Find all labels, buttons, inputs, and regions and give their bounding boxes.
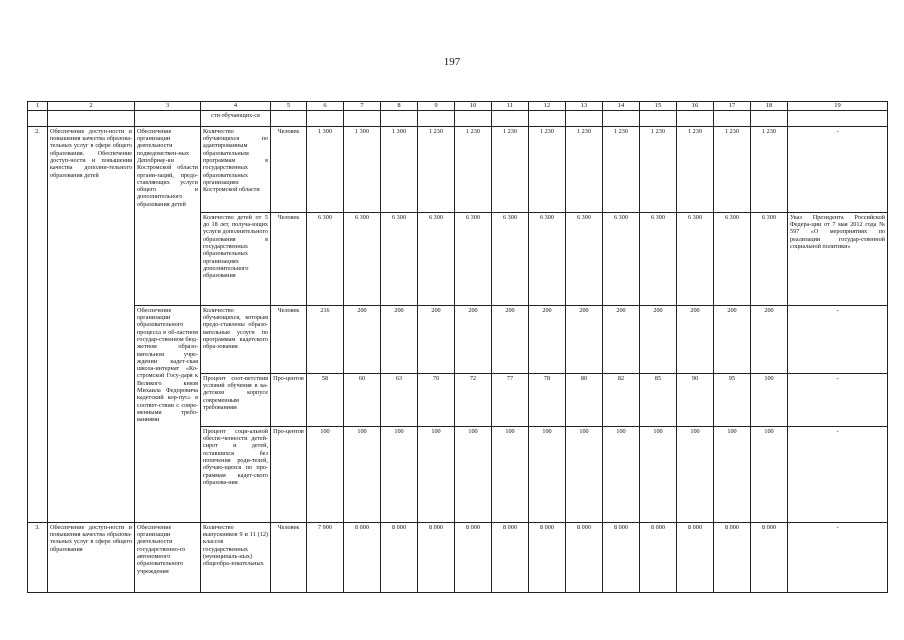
value-cell: 1 230 xyxy=(455,126,492,212)
column-number-3: 3 xyxy=(135,102,201,111)
value-cell: 6 300 xyxy=(529,212,566,305)
value-cell: 200 xyxy=(640,305,677,373)
value-cell: 200 xyxy=(492,305,529,373)
column-number-12: 12 xyxy=(529,102,566,111)
indicator-row xyxy=(28,126,888,212)
value-cell: 6 300 xyxy=(381,212,418,305)
unit-cell: Про-центов xyxy=(271,426,307,522)
value-cell: 216 xyxy=(307,305,344,373)
value-cell: 200 xyxy=(455,305,492,373)
carry-over-row xyxy=(28,110,888,126)
value-cell: 8 000 xyxy=(455,522,492,592)
goal-cell: Обеспечение доступ-ности и повышения качества образова-тельных услуг в сфере общего образования xyxy=(48,522,135,592)
column-number-13: 13 xyxy=(566,102,603,111)
value-cell: 8 000 xyxy=(714,522,751,592)
value-cell: 1 230 xyxy=(418,126,455,212)
value-cell: 100 xyxy=(566,426,603,522)
unit-cell: Человек xyxy=(271,126,307,212)
column-number-15: 15 xyxy=(640,102,677,111)
value-cell: 100 xyxy=(344,426,381,522)
value-cell: 72 xyxy=(455,373,492,426)
value-cell: 82 xyxy=(603,373,640,426)
column-number-11: 11 xyxy=(492,102,529,111)
unit-cell: Про-центов xyxy=(271,373,307,426)
value-cell: 1 230 xyxy=(677,126,714,212)
value-cell: 100 xyxy=(455,426,492,522)
value-cell: 58 xyxy=(307,373,344,426)
value-cell: 200 xyxy=(603,305,640,373)
value-cell: 200 xyxy=(529,305,566,373)
value-cell: 8 000 xyxy=(603,522,640,592)
value-cell: 100 xyxy=(640,426,677,522)
indicator-row xyxy=(28,305,888,373)
value-cell: 95 xyxy=(714,373,751,426)
value-cell: 1 230 xyxy=(492,126,529,212)
value-cell: 8 000 xyxy=(492,522,529,592)
value-cell: 100 xyxy=(381,426,418,522)
value-cell: 200 xyxy=(714,305,751,373)
section-number: 3. xyxy=(28,522,48,592)
unit-cell: Человек xyxy=(271,212,307,305)
value-cell: 1 230 xyxy=(640,126,677,212)
value-cell: 80 xyxy=(566,373,603,426)
column-number-2: 2 xyxy=(48,102,135,111)
value-cell: 85 xyxy=(640,373,677,426)
value-cell: 100 xyxy=(751,373,788,426)
value-cell: 200 xyxy=(751,305,788,373)
value-cell: 200 xyxy=(566,305,603,373)
page-number: 197 xyxy=(443,56,461,68)
value-cell: 1 230 xyxy=(751,126,788,212)
value-cell: 60 xyxy=(344,373,381,426)
program-indicators-table xyxy=(27,101,888,593)
value-cell: 100 xyxy=(307,426,344,522)
value-cell: 7 900 xyxy=(307,522,344,592)
value-cell: 100 xyxy=(677,426,714,522)
value-cell: 63 xyxy=(381,373,418,426)
value-cell: 8 000 xyxy=(751,522,788,592)
value-cell: 8 000 xyxy=(381,522,418,592)
column-number-row xyxy=(28,102,888,111)
column-number-6: 6 xyxy=(307,102,344,111)
note-cell: - xyxy=(788,426,888,522)
column-number-7: 7 xyxy=(344,102,381,111)
column-number-14: 14 xyxy=(603,102,640,111)
value-cell: 6 300 xyxy=(566,212,603,305)
value-cell: 6 300 xyxy=(603,212,640,305)
value-cell: 200 xyxy=(381,305,418,373)
note-cell: - xyxy=(788,522,888,592)
indicator-cell: Количество выпускников 9 и 11 (12) классов государственных (муниципаль-ных) общеобра-зовательных xyxy=(201,522,271,592)
value-cell: 6 300 xyxy=(714,212,751,305)
value-cell: 200 xyxy=(418,305,455,373)
column-number-17: 17 xyxy=(714,102,751,111)
value-cell: 78 xyxy=(529,373,566,426)
unit-cell: Человек xyxy=(271,305,307,373)
value-cell: 6 300 xyxy=(677,212,714,305)
value-cell: 200 xyxy=(344,305,381,373)
column-number-18: 18 xyxy=(751,102,788,111)
value-cell: 8 000 xyxy=(529,522,566,592)
column-number-1: 1 xyxy=(28,102,48,111)
value-cell: 1 300 xyxy=(381,126,418,212)
value-cell: 1 230 xyxy=(714,126,751,212)
value-cell: 6 300 xyxy=(344,212,381,305)
note-cell: - xyxy=(788,126,888,212)
note-cell: - xyxy=(788,373,888,426)
value-cell: 6 300 xyxy=(307,212,344,305)
task-cell: Обеспечение организации образовательного процесса в об-ластном государ-ственном бюд-жетном образо-вательном учре-ждении кадет-ская школа-интернат «Ко-стромской Госу-даря к Великого князя Михаила Федоровича кадетский кор-пус» в соответ-ствии с совре-менными требо-ваниями xyxy=(135,305,201,522)
value-cell: 6 300 xyxy=(418,212,455,305)
value-cell: 77 xyxy=(492,373,529,426)
indicator-cell: Количество детей от 5 до 18 лет, получа-ющих услуги дополнительного образования в государственных образовательных организациях дополнительного образования xyxy=(201,212,271,305)
goal-cell: Обеспечение доступ-ности и повышения качества образова-тельных услуг в сфере общего образования. Обеспечение доступ-ности и повышения качества дополни-тельного образования детей xyxy=(48,126,135,522)
value-cell: 6 300 xyxy=(492,212,529,305)
value-cell: 8 000 xyxy=(566,522,603,592)
task-cell: Обеспечение организации деятельности подведомствен-ных Депобрнау-ки Костромской области органи-заций, предо-ставляющих услуги общего и дополнительного образования детей xyxy=(135,126,201,305)
value-cell: 100 xyxy=(529,426,566,522)
value-cell: 6 300 xyxy=(751,212,788,305)
column-number-8: 8 xyxy=(381,102,418,111)
indicator-cell: Процент соот-ветствия условий обучения в ка-детском корпусе современным требованиям xyxy=(201,373,271,426)
value-cell: 100 xyxy=(492,426,529,522)
value-cell: 100 xyxy=(751,426,788,522)
value-cell: 8 000 xyxy=(418,522,455,592)
value-cell: 8 000 xyxy=(677,522,714,592)
column-number-9: 9 xyxy=(418,102,455,111)
value-cell: 1 230 xyxy=(603,126,640,212)
column-number-10: 10 xyxy=(455,102,492,111)
column-number-16: 16 xyxy=(677,102,714,111)
task-cell: Обеспечение организации деятельности государственно-го автономного образовательного учреждения xyxy=(135,522,201,592)
section-number: 2. xyxy=(28,126,48,522)
value-cell: 8 000 xyxy=(344,522,381,592)
note-cell: - xyxy=(788,305,888,373)
value-cell: 70 xyxy=(418,373,455,426)
indicator-cell: Количество обучающихся, которым предо-ставлены образо-вательные услуги по программам кадетского обра-зования xyxy=(201,305,271,373)
value-cell: 1 230 xyxy=(529,126,566,212)
value-cell: 90 xyxy=(677,373,714,426)
indicator-row xyxy=(28,522,888,592)
column-number-4: 4 xyxy=(201,102,271,111)
column-number-5: 5 xyxy=(271,102,307,111)
indicator-cell: Процент соци-альной обеспе-ченности детей-сирот и детей, оставшихся без попечения роди-телей, обучаю-щихся по про-граммам кадет-ского образова-ния xyxy=(201,426,271,522)
indicator-cell: сти обучающих-ся xyxy=(201,110,271,126)
indicator-cell: Количество обучающихся по адаптированным образовательным программам в государственных образовательных организациях Костромской области xyxy=(201,126,271,212)
value-cell: 100 xyxy=(418,426,455,522)
value-cell: 1 230 xyxy=(566,126,603,212)
value-cell: 6 300 xyxy=(455,212,492,305)
value-cell: 6 300 xyxy=(640,212,677,305)
value-cell: 200 xyxy=(677,305,714,373)
unit-cell: Человек xyxy=(271,522,307,592)
value-cell: 1 300 xyxy=(344,126,381,212)
value-cell: 100 xyxy=(603,426,640,522)
column-number-19: 19 xyxy=(788,102,888,111)
value-cell: 1 300 xyxy=(307,126,344,212)
note-cell: Указ Президента Российской Федера-ции от 7 мая 2012 года № 597 «О мероприятиях по реализации государ-ственной социальной политики» xyxy=(788,212,888,305)
value-cell: 100 xyxy=(714,426,751,522)
value-cell: 8 000 xyxy=(640,522,677,592)
